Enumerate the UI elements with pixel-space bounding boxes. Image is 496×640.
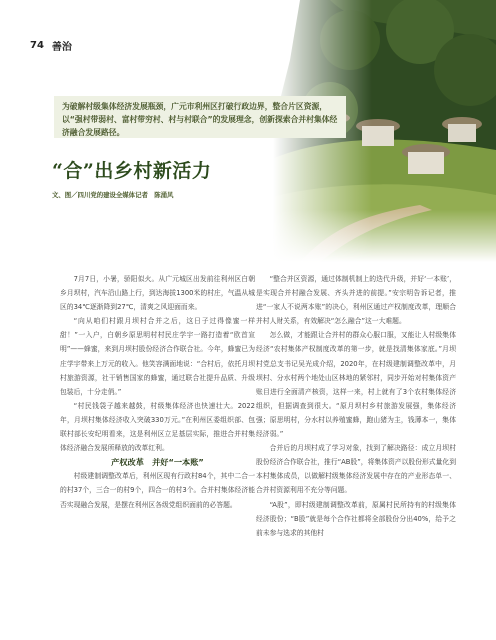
byline: 文、图／四川党的建设全媒体记者 陈涌风: [52, 191, 174, 199]
article-column-right: [256, 272, 456, 540]
page-header: [30, 38, 72, 53]
section-subhead: 产权改革 并好“一本账”: [111, 457, 204, 468]
paragraph: 7月7日，小暑，骄阳似火。从广元城区出发前往利州区白朝乡月坝村，汽车沿山路上行，到达海拔1300米的村庄，气温从城区的34℃逐渐降到27℃，清爽之风迎面而来。: [60, 275, 255, 312]
paragraph: “向从咱们村跟月坝村合并之后，这日子过得像蜜一样甜！”一入户，白朝乡原思明村村民庄学宇一路打造着“欧首宣明”——蜂蜜，来到月坝村股份经济合作联合社。今年，蜂蜜已为庄学宇带来上万元的收入。他笑容满面地说：“合村后，依托月坝村旅游资源，社干销售国家的蜂蜜，通过联合社提升品质、升级包装后，十分走俏。”: [60, 317, 255, 396]
paragraph: “村民钱袋子越来越鼓，村级集体经济也快速壮大。2022年，月坝村集体经济收入突破330万元。”在利州区委组织部、包联村部长安纪明看来，这是利州区立足基层实际，推进合并村集体经济融合发展所释放的改革红利。: [60, 401, 255, 453]
paragraph: 合并后的月坝村成了学习对象，找到了解决路径：成立月坝村股份经济合作联合社，推行“AB股”，将集体资产以股份形式量化到本村集体成员，以做解村级集体经济发展中存在的产业形态单一、合并村资源利用不充分等问题。: [256, 444, 456, 495]
paragraph: “A股”，即村级建制调整改革前，原属村民所持有的村级集体经济股份；“B股”就是每个合作社都将全部股份分出40%，给予之前未参与选求的其他村: [256, 500, 456, 537]
article-title: “合”出乡村新活力: [52, 160, 212, 182]
paragraph: 怎么做，才能跟让合并村的群众心服口服，又能让人村级集体经济“农村集体产权制度改革的第一步，就是找清集体家底。”月坝村党总支书记吴光成介绍，2020年，在村级建制调整改革中，月坝村、分水村两个地处山区林地的紧邻村，同步开始对村集体资产账目进行全面清产核资，这样一来，村上就有了3个农村集体经济组织，但据调查到很大。“原月坝村乡村旅游发展强，集体经济强；原思明村，分水村以养殖蜜蜂，跑山猪为主，钱薄本一，集体经济弱。”: [256, 331, 456, 439]
article-column-left: [60, 272, 255, 512]
page-number: 74: [30, 40, 44, 51]
paragraph: 村级建制调整改革后，利州区现有行政村84个，其中二合一的村37个，三合一的村9个，四合一的村3个。合并村集体经济能否实现融合发展，是摆在利州区各级党组织面前的必答题。: [60, 472, 255, 509]
intro-box: 为破解村级集体经济发展瓶颈，广元市利州区打破行政边界，整合片区资源，以“强村带弱村、富村带穷村、村与村联合”的发展理念，创新探索合并村集体经济融合发展路径。: [54, 96, 346, 138]
paragraph: “整合并区资源，通过体制机制上的迭代升级，并好‘一本账’，是实现合并村融合发展、齐头并进的前提。”安宗明告诉记者，推进“一家人不说两本账”的决心，利州区通过产权制度改革，理顺合并村人财关系，有效解决“怎么融合”这一大难题。: [256, 275, 456, 326]
section-name: 善治: [51, 42, 72, 53]
